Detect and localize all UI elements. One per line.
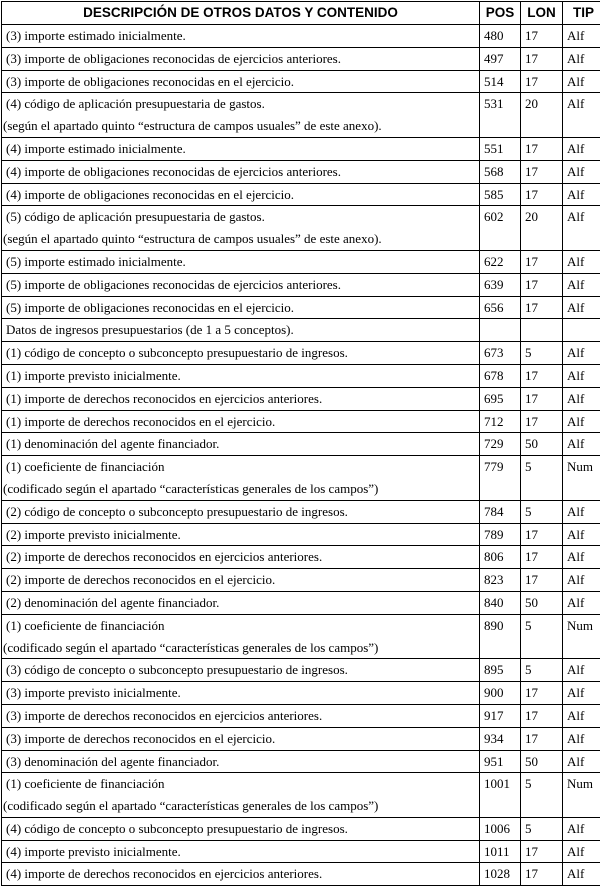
row-lon: 17 (521, 410, 563, 433)
row-lon: 20 (521, 206, 563, 251)
row-description (2, 456, 480, 501)
description-line: (3) importe de obligaciones reconocidas en el ejercicio. (6, 71, 477, 93)
row-pos: 784 (480, 500, 521, 523)
header-tip: TIP (563, 2, 600, 25)
row-lon: 5 (521, 500, 563, 523)
table-row (2, 387, 600, 410)
row-description (2, 296, 480, 319)
row-pos: 806 (480, 546, 521, 569)
row-description (2, 546, 480, 569)
row-pos: 789 (480, 523, 521, 546)
row-description (2, 840, 480, 863)
table-row (2, 817, 600, 840)
row-pos: 840 (480, 591, 521, 614)
row-description (2, 523, 480, 546)
row-tip: Alf (563, 750, 600, 773)
row-description (2, 387, 480, 410)
description-note-line: (codificado según el apartado “características generales de los campos”) (3, 795, 477, 817)
description-line: (2) código de concepto o subconcepto presupuestario de ingresos. (6, 501, 477, 523)
row-description (2, 273, 480, 296)
row-pos: 656 (480, 296, 521, 319)
row-description (2, 25, 480, 48)
row-description (2, 250, 480, 273)
row-pos: 900 (480, 682, 521, 705)
description-line: (3) denominación del agente financiador. (6, 751, 477, 773)
row-lon: 50 (521, 750, 563, 773)
header-description: DESCRIPCIÓN DE OTROS DATOS Y CONTENIDO (2, 2, 480, 25)
description-line: (2) importe de derechos reconocidos en ejercicios anteriores. (6, 546, 477, 568)
row-lon: 5 (521, 342, 563, 365)
row-lon: 17 (521, 364, 563, 387)
row-description (2, 614, 480, 659)
row-description (2, 93, 480, 138)
row-pos: 729 (480, 433, 521, 456)
row-description (2, 704, 480, 727)
row-tip: Alf (563, 546, 600, 569)
field-spec-table (1, 1, 600, 886)
row-description (2, 70, 480, 93)
table-row (2, 591, 600, 614)
row-tip: Alf (563, 250, 600, 273)
description-line: (4) importe estimado inicialmente. (6, 138, 477, 160)
description-line: (1) coeficiente de financiación (6, 456, 477, 478)
table-row (2, 137, 600, 160)
row-tip: Alf (563, 273, 600, 296)
row-lon: 17 (521, 250, 563, 273)
description-line: (1) importe de derechos reconocidos en el ejercicio. (6, 411, 477, 433)
row-lon: 17 (521, 137, 563, 160)
table-row (2, 500, 600, 523)
row-pos: 602 (480, 206, 521, 251)
row-pos: 514 (480, 70, 521, 93)
table-row (2, 250, 600, 273)
row-tip: Alf (563, 727, 600, 750)
table-row (2, 183, 600, 206)
row-tip (563, 319, 600, 342)
table-row (2, 569, 600, 592)
row-pos: 712 (480, 410, 521, 433)
row-pos: 673 (480, 342, 521, 365)
row-lon: 17 (521, 546, 563, 569)
description-line: (5) código de aplicación presupuestaria de gastos. (6, 206, 477, 228)
row-pos: 779 (480, 456, 521, 501)
table-row (2, 433, 600, 456)
row-tip: Alf (563, 840, 600, 863)
description-note-line: (según el apartado quinto “estructura de campos usuales” de este anexo). (3, 115, 477, 137)
row-lon: 17 (521, 863, 563, 886)
description-line: (3) importe de derechos reconocidos en ejercicios anteriores. (6, 705, 477, 727)
row-tip: Alf (563, 342, 600, 365)
row-description (2, 319, 480, 342)
row-lon: 17 (521, 727, 563, 750)
row-description (2, 727, 480, 750)
row-pos: 551 (480, 137, 521, 160)
row-lon: 17 (521, 47, 563, 70)
row-lon: 17 (521, 387, 563, 410)
row-tip: Alf (563, 296, 600, 319)
row-description (2, 817, 480, 840)
description-line: Datos de ingresos presupuestarios (de 1 a 5 conceptos). (6, 319, 477, 341)
row-tip: Alf (563, 704, 600, 727)
table-header (2, 2, 600, 25)
row-description (2, 659, 480, 682)
row-description (2, 433, 480, 456)
row-description (2, 410, 480, 433)
table-row (2, 273, 600, 296)
description-line: (1) importe previsto inicialmente. (6, 365, 477, 387)
row-lon: 5 (521, 773, 563, 818)
row-pos: 497 (480, 47, 521, 70)
description-line: (1) importe de derechos reconocidos en ejercicios anteriores. (6, 388, 477, 410)
description-line: (3) importe de obligaciones reconocidas de ejercicios anteriores. (6, 48, 477, 70)
table-row (2, 773, 600, 818)
row-pos: 568 (480, 160, 521, 183)
row-tip: Alf (563, 70, 600, 93)
row-lon: 17 (521, 704, 563, 727)
table-row (2, 47, 600, 70)
row-pos: 917 (480, 704, 521, 727)
row-tip: Alf (563, 500, 600, 523)
row-tip: Num (563, 614, 600, 659)
table-row (2, 25, 600, 48)
table-row (2, 614, 600, 659)
table-row (2, 659, 600, 682)
description-line: (3) importe previsto inicialmente. (6, 682, 477, 704)
row-lon: 5 (521, 614, 563, 659)
row-lon: 17 (521, 70, 563, 93)
row-tip: Alf (563, 591, 600, 614)
description-line: (4) importe de obligaciones reconocidas de ejercicios anteriores. (6, 161, 477, 183)
description-line: (2) importe de derechos reconocidos en el ejercicio. (6, 569, 477, 591)
row-description (2, 137, 480, 160)
description-line: (3) importe de derechos reconocidos en el ejercicio. (6, 728, 477, 750)
row-lon: 20 (521, 93, 563, 138)
row-tip: Alf (563, 863, 600, 886)
row-tip: Alf (563, 137, 600, 160)
row-description (2, 206, 480, 251)
description-line: (4) código de concepto o subconcepto presupuestario de ingresos. (6, 818, 477, 840)
table-row (2, 840, 600, 863)
row-lon: 17 (521, 296, 563, 319)
description-line: (1) denominación del agente financiador. (6, 433, 477, 455)
row-pos: 1011 (480, 840, 521, 863)
row-tip: Alf (563, 659, 600, 682)
row-pos (480, 319, 521, 342)
row-pos: 480 (480, 25, 521, 48)
row-tip: Alf (563, 364, 600, 387)
table-row (2, 863, 600, 886)
row-lon: 50 (521, 433, 563, 456)
row-tip: Alf (563, 183, 600, 206)
table-row (2, 206, 600, 251)
table-row (2, 160, 600, 183)
row-pos: 823 (480, 569, 521, 592)
row-description (2, 342, 480, 365)
row-description (2, 773, 480, 818)
row-tip: Alf (563, 410, 600, 433)
description-note-line: (según el apartado quinto “estructura de campos usuales” de este anexo). (3, 228, 477, 250)
table-row (2, 296, 600, 319)
row-pos: 531 (480, 93, 521, 138)
row-lon: 17 (521, 682, 563, 705)
row-tip: Alf (563, 817, 600, 840)
table-row (2, 750, 600, 773)
row-pos: 934 (480, 727, 521, 750)
row-description (2, 569, 480, 592)
row-description (2, 591, 480, 614)
description-note-line: (codificado según el apartado “características generales de los campos”) (3, 637, 477, 659)
row-description (2, 160, 480, 183)
row-lon: 17 (521, 840, 563, 863)
description-note-line: (codificado según el apartado “características generales de los campos”) (3, 478, 477, 500)
description-line: (2) importe previsto inicialmente. (6, 524, 477, 546)
row-pos: 678 (480, 364, 521, 387)
description-line: (2) denominación del agente financiador. (6, 592, 477, 614)
row-description (2, 47, 480, 70)
row-lon: 17 (521, 273, 563, 296)
row-tip: Alf (563, 25, 600, 48)
table-body (2, 25, 600, 886)
table-row (2, 456, 600, 501)
row-tip: Num (563, 773, 600, 818)
row-description (2, 500, 480, 523)
description-line: (3) importe estimado inicialmente. (6, 25, 477, 47)
row-tip: Alf (563, 682, 600, 705)
row-description (2, 364, 480, 387)
table-row (2, 319, 600, 342)
description-line: (4) importe de derechos reconocidos en ejercicios anteriores. (6, 863, 477, 885)
header-row (2, 2, 600, 25)
row-description (2, 682, 480, 705)
row-tip: Alf (563, 47, 600, 70)
table-row (2, 342, 600, 365)
row-tip: Alf (563, 160, 600, 183)
row-pos: 1006 (480, 817, 521, 840)
table-row (2, 546, 600, 569)
row-pos: 895 (480, 659, 521, 682)
description-line: (4) código de aplicación presupuestaria de gastos. (6, 93, 477, 115)
row-lon: 17 (521, 523, 563, 546)
row-lon: 17 (521, 569, 563, 592)
description-line: (5) importe estimado inicialmente. (6, 251, 477, 273)
row-tip: Alf (563, 433, 600, 456)
table-row (2, 410, 600, 433)
row-pos: 639 (480, 273, 521, 296)
row-description (2, 863, 480, 886)
table-row (2, 364, 600, 387)
description-line: (1) coeficiente de financiación (6, 773, 477, 795)
row-tip: Alf (563, 206, 600, 251)
row-description (2, 183, 480, 206)
row-lon: 5 (521, 456, 563, 501)
description-line: (5) importe de obligaciones reconocidas de ejercicios anteriores. (6, 274, 477, 296)
row-tip: Alf (563, 93, 600, 138)
row-pos: 890 (480, 614, 521, 659)
table-row (2, 70, 600, 93)
row-pos: 695 (480, 387, 521, 410)
row-lon: 17 (521, 160, 563, 183)
row-pos: 1001 (480, 773, 521, 818)
row-tip: Alf (563, 387, 600, 410)
description-line: (1) coeficiente de financiación (6, 615, 477, 637)
row-lon: 17 (521, 25, 563, 48)
row-lon: 50 (521, 591, 563, 614)
table-row (2, 523, 600, 546)
row-pos: 585 (480, 183, 521, 206)
row-pos: 622 (480, 250, 521, 273)
row-description (2, 750, 480, 773)
table-row (2, 727, 600, 750)
description-line: (3) código de concepto o subconcepto presupuestario de ingresos. (6, 659, 477, 681)
row-lon: 17 (521, 183, 563, 206)
table-row (2, 93, 600, 138)
row-lon: 5 (521, 817, 563, 840)
description-line: (1) código de concepto o subconcepto presupuestario de ingresos. (6, 342, 477, 364)
table-row (2, 704, 600, 727)
header-pos: POS (480, 2, 521, 25)
row-pos: 951 (480, 750, 521, 773)
description-line: (5) importe de obligaciones reconocidas en el ejercicio. (6, 297, 477, 319)
table-row (2, 682, 600, 705)
row-tip: Alf (563, 569, 600, 592)
description-line: (4) importe de obligaciones reconocidas en el ejercicio. (6, 184, 477, 206)
row-lon: 5 (521, 659, 563, 682)
row-tip: Num (563, 456, 600, 501)
row-pos: 1028 (480, 863, 521, 886)
description-line: (4) importe previsto inicialmente. (6, 841, 477, 863)
header-lon: LON (521, 2, 563, 25)
row-tip: Alf (563, 523, 600, 546)
row-lon (521, 319, 563, 342)
